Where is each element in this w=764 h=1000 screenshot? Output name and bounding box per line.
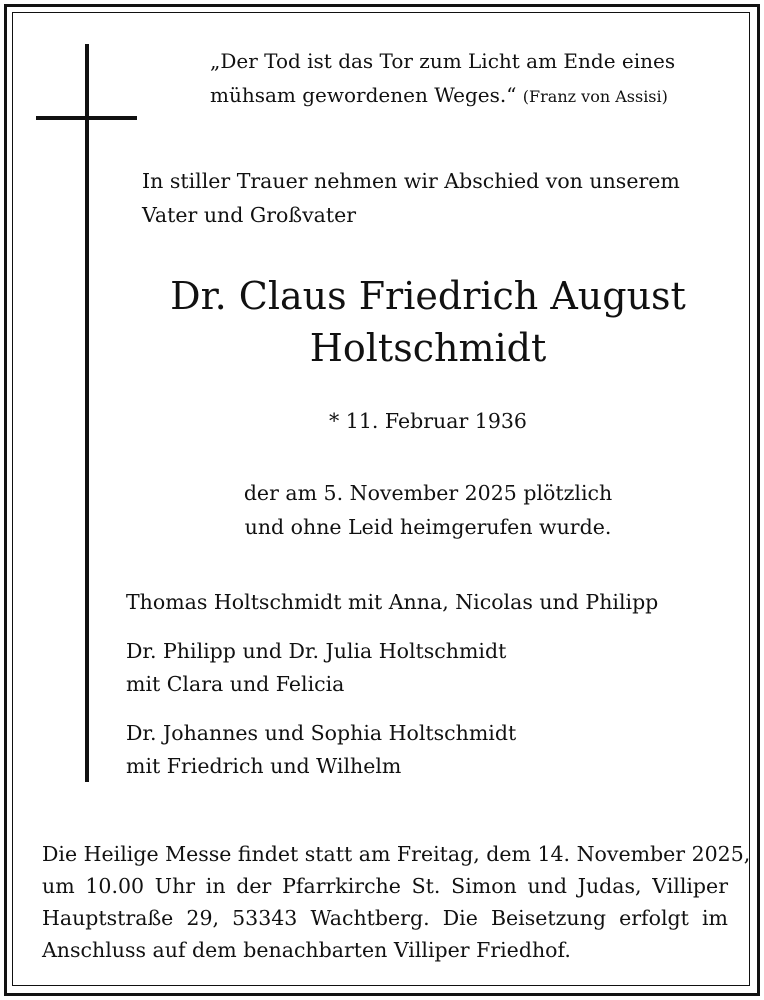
service-line-4: Anschluss auf dem benachbarten Villiper Friedhof.: [42, 938, 571, 962]
service-info: [42, 838, 751, 966]
quote: [210, 44, 730, 114]
death-line-1: der am 5. November 2025 plötzlich: [243, 481, 613, 505]
service-line-1: Die Heilige Messe findet statt am Freitag, dem 14. November 2025,: [42, 842, 751, 866]
intro-line-2: Vater und Großvater: [142, 203, 357, 227]
quote-author: (Franz von Assisi): [522, 87, 668, 106]
quote-line-1: „Der Tod ist das Tor zum Licht am Ende eines: [210, 49, 676, 73]
mourner-group: [126, 717, 746, 783]
mourner-line: Dr. Johannes und Sophia Holtschmidt: [126, 721, 517, 745]
deceased-name: [128, 270, 728, 374]
cross-icon: [85, 44, 89, 782]
cross-icon-bar: [36, 116, 137, 120]
service-line-2: um 10.00 Uhr in der Pfarrkirche St. Simon und Judas, Villiper: [42, 874, 728, 898]
death-notice: [128, 476, 728, 544]
birth-date: * 11. Februar 1936: [329, 409, 527, 433]
mourner-line: mit Friedrich und Wilhelm: [126, 754, 402, 778]
quote-line-2: [210, 78, 730, 114]
mourner-line: mit Clara und Felicia: [126, 672, 345, 696]
intro-line-1: In stiller Trauer nehmen wir Abschied von unserem: [142, 169, 680, 193]
mourner-line: Thomas Holtschmidt mit Anna, Nicolas und Philipp: [126, 590, 659, 614]
mourner-group: [126, 635, 746, 701]
intro-text: [142, 164, 742, 232]
mourners-list: [126, 586, 746, 799]
deceased-name-line-1: Dr. Claus Friedrich August: [170, 274, 686, 318]
mourner-group: [126, 586, 746, 619]
deceased-name-line-2: Holtschmidt: [309, 326, 547, 370]
service-line-3: Hauptstraße 29, 53343 Wachtberg. Die Beisetzung erfolgt im: [42, 906, 728, 930]
death-line-2: und ohne Leid heimgerufen wurde.: [244, 515, 612, 539]
mourner-line: Dr. Philipp und Dr. Julia Holtschmidt: [126, 639, 507, 663]
quote-line-2-text: mühsam gewordenen Weges.“: [210, 83, 517, 107]
